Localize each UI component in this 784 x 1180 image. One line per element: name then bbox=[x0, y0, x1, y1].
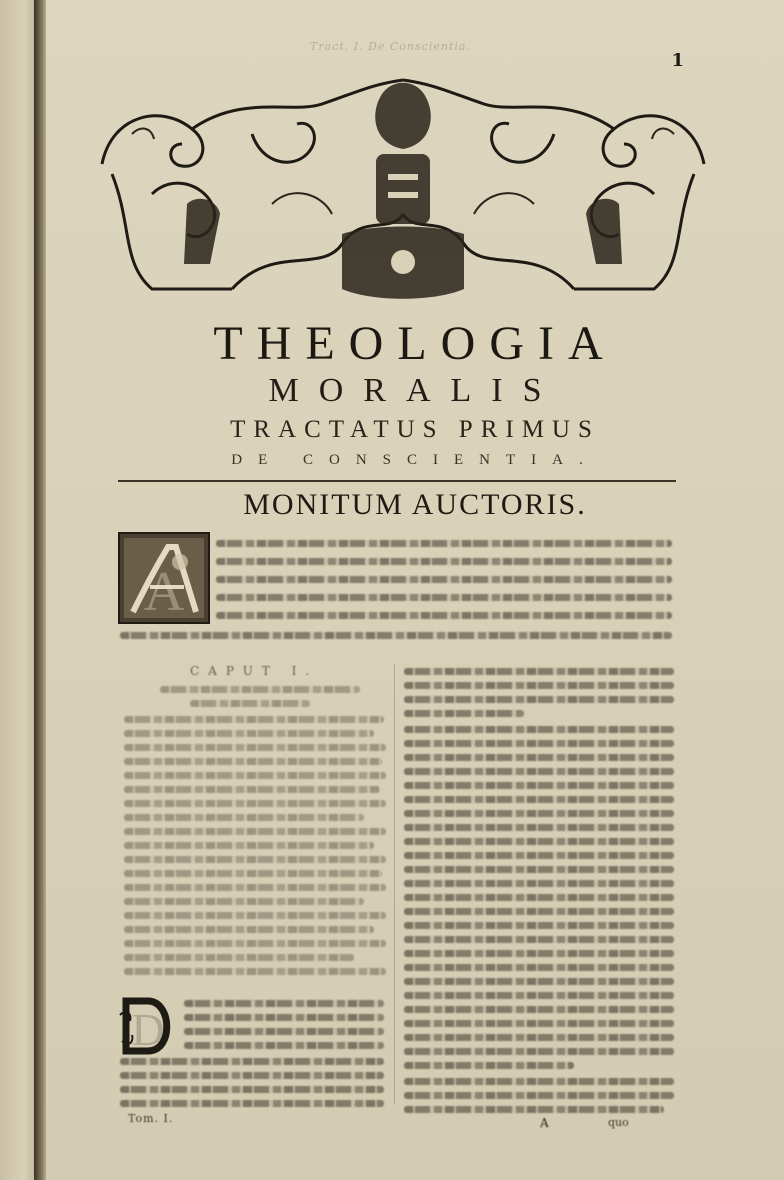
left-col-line bbox=[120, 1100, 384, 1107]
right-col-line bbox=[404, 754, 674, 761]
right-col-line bbox=[404, 964, 674, 971]
left-col-line bbox=[124, 968, 386, 975]
title-moralis: MORALIS bbox=[268, 372, 562, 409]
right-col-line bbox=[404, 726, 674, 733]
intro-line bbox=[216, 594, 672, 601]
footer-signature: A bbox=[540, 1116, 549, 1130]
title-tractatus: TRACTATUS PRIMUS bbox=[230, 416, 600, 443]
right-col-line bbox=[404, 1106, 664, 1113]
ornamental-headpiece-icon bbox=[92, 74, 714, 310]
right-col-line bbox=[404, 710, 524, 717]
right-col-line bbox=[404, 1020, 674, 1027]
svg-text:D: D bbox=[131, 1004, 165, 1055]
left-col-line bbox=[184, 1000, 384, 1007]
right-col-line bbox=[404, 782, 674, 789]
svg-text:A: A bbox=[143, 561, 185, 623]
left-col-line bbox=[124, 800, 386, 807]
left-col-line bbox=[120, 1058, 384, 1065]
right-col-line bbox=[404, 922, 674, 929]
chapter-label: CAPUT I. bbox=[190, 664, 319, 678]
left-col-line bbox=[124, 884, 386, 891]
right-col-line bbox=[404, 740, 674, 747]
section-heading: MONITUM AUCTORIS. bbox=[243, 488, 587, 521]
left-col-line bbox=[124, 772, 386, 779]
intro-line bbox=[216, 576, 672, 583]
right-col-line bbox=[404, 810, 674, 817]
intro-line bbox=[216, 540, 672, 547]
right-col-line bbox=[404, 866, 674, 873]
title-main: THEOLOGIA bbox=[213, 317, 617, 370]
right-col-line bbox=[404, 992, 674, 999]
right-col-line bbox=[404, 852, 674, 859]
title-de-conscientia: DE CONSCIENTIA. bbox=[231, 452, 599, 468]
right-col-line bbox=[404, 1078, 674, 1085]
page-number: 1 bbox=[671, 50, 684, 71]
intro-line bbox=[216, 612, 672, 619]
right-col-line bbox=[404, 950, 674, 957]
footer-catchword: quo bbox=[608, 1116, 629, 1129]
left-col-line bbox=[124, 786, 380, 793]
right-col-line bbox=[404, 796, 674, 803]
left-col-line bbox=[120, 1086, 384, 1093]
left-col-line bbox=[124, 912, 386, 919]
right-col-line bbox=[404, 894, 674, 901]
left-col-line bbox=[184, 1014, 384, 1021]
intro-line bbox=[120, 632, 672, 639]
right-col-line bbox=[404, 908, 674, 915]
left-col-line bbox=[184, 1042, 384, 1049]
left-col-line bbox=[190, 700, 310, 707]
left-col-line bbox=[124, 940, 386, 947]
left-col-line bbox=[124, 758, 382, 765]
left-col-line bbox=[124, 828, 386, 835]
right-col-line bbox=[404, 824, 674, 831]
left-col-line bbox=[160, 686, 360, 693]
right-col-line bbox=[404, 1092, 674, 1099]
right-col-line bbox=[404, 936, 674, 943]
right-col-line bbox=[404, 696, 674, 703]
right-col-line bbox=[404, 978, 674, 985]
right-col-line bbox=[404, 682, 674, 689]
right-col-line bbox=[404, 668, 674, 675]
running-head-ghost: Tract. I. De Conscientia. bbox=[310, 40, 471, 53]
left-col-line bbox=[124, 730, 374, 737]
column-divider bbox=[394, 664, 395, 1104]
decorated-initial-d-icon bbox=[118, 995, 178, 1057]
left-col-line bbox=[124, 716, 384, 723]
left-col-line bbox=[124, 870, 382, 877]
left-col-line bbox=[124, 744, 386, 751]
right-col-line bbox=[404, 880, 674, 887]
right-col-line bbox=[404, 768, 674, 775]
title-rule bbox=[118, 480, 676, 482]
left-col-line bbox=[124, 856, 386, 863]
intro-line bbox=[216, 558, 672, 565]
left-col-line bbox=[124, 954, 354, 961]
right-col-line bbox=[404, 1034, 674, 1041]
left-col-line bbox=[124, 842, 374, 849]
left-col-line bbox=[120, 1072, 384, 1079]
right-col-line bbox=[404, 1006, 674, 1013]
right-col-line bbox=[404, 1062, 574, 1069]
decorated-initial-a-icon bbox=[118, 532, 210, 624]
footer-volume: Tom. I. bbox=[128, 1112, 174, 1125]
left-col-line bbox=[124, 814, 364, 821]
right-col-line bbox=[404, 838, 674, 845]
right-col-line bbox=[404, 1048, 674, 1055]
left-col-line bbox=[124, 926, 374, 933]
left-col-line bbox=[124, 898, 364, 905]
left-col-line bbox=[184, 1028, 384, 1035]
